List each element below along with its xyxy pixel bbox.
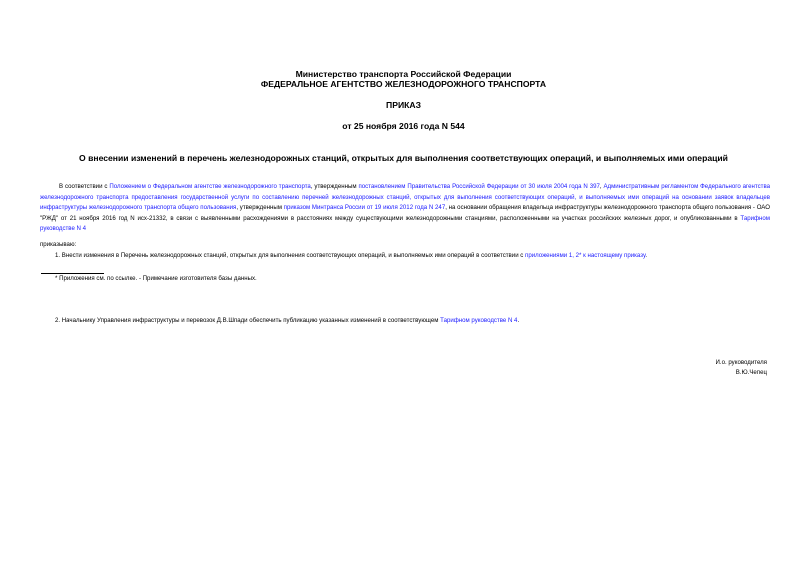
order-word: приказываю:: [40, 241, 77, 248]
item1-text-1: 1. Внести изменения в Перечень железнодорожных станций, открытых для выполнения соответствующих операций, и выполняемых ими операций в соответствии с: [55, 252, 526, 259]
intro-text-5: , на основании обращения владельца инфраструктуры железнодорожного транспорта общего пользования - ОАО "РЖД" от 21 ноября 2016 год N исх-21332, в связи с выявленными расхождениями в расстояниях между существующими железнодорожными станциями, расположенными на участках российских железных дорог, и опубликованными в: [40, 204, 770, 222]
intro-paragraph: [40, 182, 770, 235]
item2-text-1: 2. Начальнику Управления инфраструктуры и перевозок Д.В.Шпади обеспечить публикацию указанных изменений в соответствующем: [55, 317, 441, 324]
item1-text-2: .: [645, 252, 648, 259]
link-tariff-guide-2[interactable]: Тарифном руководстве N 4: [440, 317, 518, 324]
intro-text-2: , утвержденным: [310, 183, 359, 190]
link-government-decree[interactable]: постановлением Правительства Российской Федерации от 30 июля 2004 года N 397: [358, 183, 600, 190]
link-mintrans-order[interactable]: приказом Минтранса России от 19 июля 2012 года N 247: [283, 204, 446, 212]
link-tariff-guide[interactable]: Тарифном руководстве N 4: [40, 214, 770, 233]
link-admin-regulation[interactable]: Административным регламентом Федерального агентства железнодорожного транспорта предоставления государственной услуги по составлению перечней железнодорожных станций, открытых для выполнения соответствующих операций, и выполняемых ими операций на основании заявок владельцев инфраструктуры железнодорожного транспорта общего пользования: [40, 183, 771, 212]
signature-position: И.о. руководителя: [715, 359, 767, 366]
ministry-title: Министерство транспорта Российской Федерации: [295, 69, 512, 79]
link-regulation-agency[interactable]: Положением о Федеральном агентстве железнодорожного транспорта: [109, 183, 311, 190]
link-appendices[interactable]: приложениями 1, 2* к настоящему приказу: [525, 252, 646, 259]
doc-subject: О внесении изменений в перечень железнодорожных станций, открытых для выполнения соответствующих операций, и выполняемых ими операций: [79, 153, 728, 163]
item2-text-2: .: [517, 317, 520, 324]
intro-text-3: ,: [599, 183, 604, 190]
doc-type-title: ПРИКАЗ: [386, 100, 421, 110]
doc-date-number: от 25 ноября 2016 года N 544: [342, 121, 465, 131]
footnote: * Приложения см. по ссылке. - Примечание изготовителя базы данных.: [55, 275, 257, 282]
agency-title: ФЕДЕРАЛЬНОЕ АГЕНТСТВО ЖЕЛЕЗНОДОРОЖНОГО ТРАНСПОРТА: [260, 79, 547, 89]
intro-text-4: , утвержденным: [236, 204, 284, 212]
intro-text-1: В соответствии с: [59, 183, 110, 190]
order-item-1: [40, 251, 770, 262]
signature-name: В.Ю.Чепец: [735, 369, 767, 376]
order-item-2: [40, 316, 770, 327]
